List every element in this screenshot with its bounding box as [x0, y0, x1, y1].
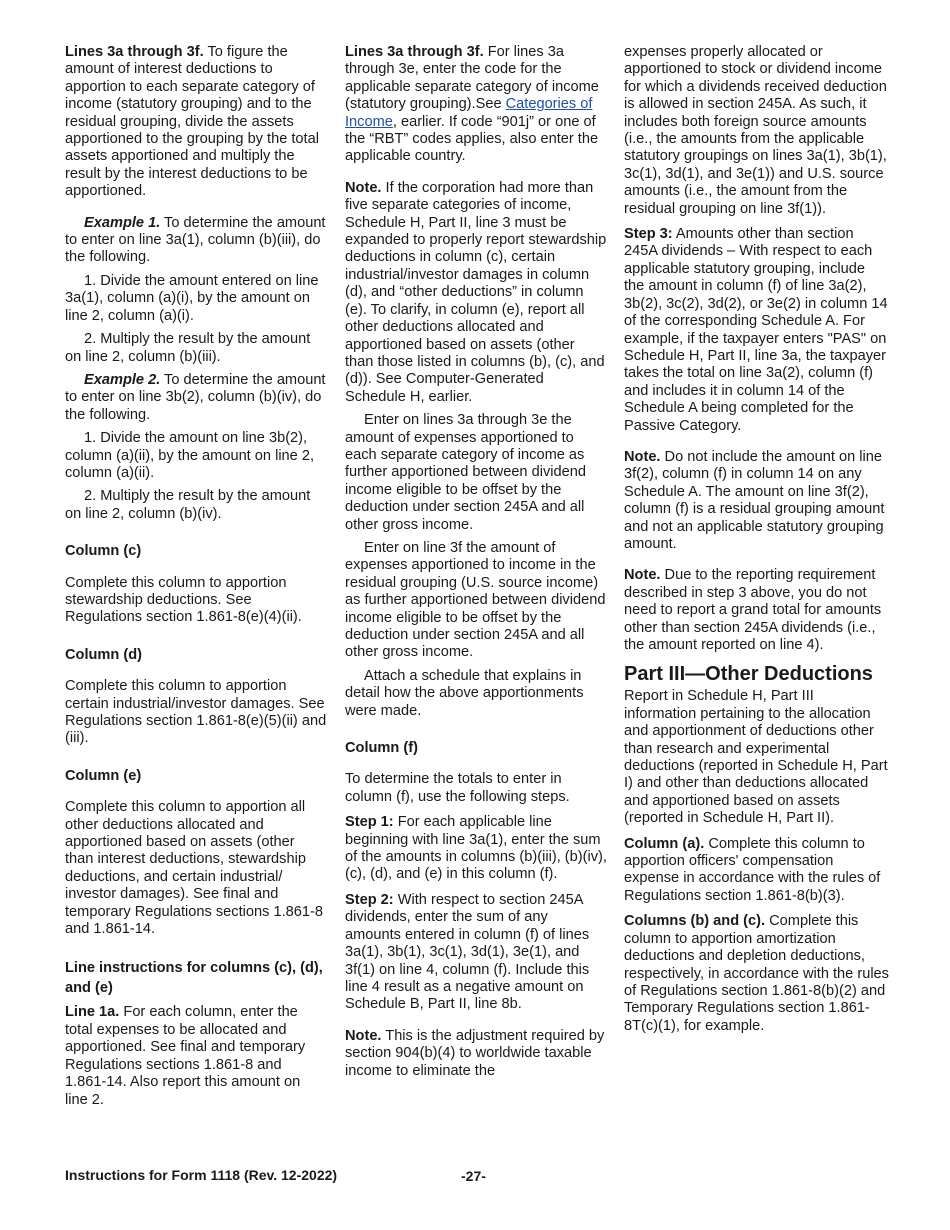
example-step: 2. Multiply the result by the amount on line 2, column (b)(iii).: [65, 331, 311, 365]
categories-of-income-link[interactable]: Categories of Income: [345, 96, 593, 130]
column-right: [624, 44, 889, 1049]
paragraph: Lines 3a through 3f. For lines 3a through 3e, enter the code for the applicable separate category of income (statutory grouping).See Categories of Income, earlier. If code “901j” or one of the “RBT” codes applies, also enter the applicable country.: [345, 44, 599, 165]
paragraph: To determine the totals to enter in column (f), use the following steps.: [345, 771, 570, 805]
section-heading-column-f: Column (f): [345, 740, 418, 757]
step-2: Step 2: With respect to section 245A dividends, enter the sum of any amounts entered in column (f) of lines 3a(1), 3b(1), 3c(1), 3d(1), 3e(1), and 3f(1) on line 4, column (f). Include this line 4 result as a negative amount on Schedule B, Part II, line 8b.: [345, 891, 590, 1013]
section-heading-column-e: Column (e): [65, 767, 142, 784]
paragraph: Columns (b) and (c). Complete this column to apportion amortization deductions and depletion deductions, respectively, in accordance with the rules of Regulations section 1.861-8(b)(2) and Temporary Regulations section 1.861-8T(c)(1), for example.: [624, 913, 889, 1034]
paragraph: expenses properly allocated or apportioned to stock or dividend income for which a dividends received deduction is allowed in section 245A. As such, it includes both foreign source amounts (i.e., the amounts from the applicable statutory groupings on lines 3a(1), 3b(1), 3c(1), 3d(1), and 3e(1)) and U.S. source amounts (i.e., the amount from the residual grouping on line 3f(1)).: [624, 44, 887, 217]
column-middle: [345, 44, 607, 1094]
example-1: Example 1. To determine the amount to enter on line 3a(1), column (b)(iii), do the following.: [65, 214, 326, 266]
section-heading-column-c: Column (c): [65, 543, 142, 560]
paragraph: Complete this column to apportion certain industrial/investor damages. See Regulations section 1.861-8(e)(5)(ii) and (iii).: [65, 678, 327, 747]
note-heading: Note.: [345, 179, 382, 196]
step-heading: Step 3:: [624, 226, 673, 243]
step-3: Step 3: Amounts other than section 245A dividends – With respect to each applicable statutory grouping, include the amount in column (f) of line 3a(2), 3b(2), 3c(2), 3d(2), or 3e(2) in column 14 of the corresponding Schedule A. For example, if the taxpayer enters "PAS" on Schedule H, Part II, line 3a, the taxpayer takes the total on line 3a(2), column (f) and includes it in column 14 of the Schedule A being completed for the Passive Category.: [624, 226, 888, 434]
page-number: -27-: [461, 1168, 486, 1184]
paragraph: Complete this column to apportion stewardship deductions. See Regulations section 1.861-8(e)(4)(ii).: [65, 574, 302, 626]
example-heading: Example 1.: [84, 214, 161, 231]
example-2: Example 2. To determine the amount to enter on line 3b(2), column (b)(iv), do the following.: [65, 371, 326, 423]
section-heading-line-instructions: Line instructions for columns (c), (d), and (e): [65, 960, 323, 997]
paragraph: Column (a). Complete this column to apportion officers' compensation expense in accordance with the rules of Regulations section 1.861-8(b)(3).: [624, 835, 881, 904]
note: Note. This is the adjustment required by section 904(b)(4) to worldwide taxable income to eliminate the: [345, 1027, 605, 1079]
paragraph: Enter on line 3f the amount of expenses apportioned to income in the residual grouping (U.S. source income) as further apportioned between dividend income eligible to be offset by the deduction under section 245A and all other gross income.: [345, 539, 606, 661]
step-1: Step 1: For each applicable line beginning with line 3a(1), enter the sum of the amounts in columns (b)(iii), (b)(iv), (c), (d), and (e) in this column (f).: [345, 814, 607, 883]
page-footer: [65, 1167, 885, 1183]
run-in-heading: Columns (b) and (c).: [624, 913, 766, 930]
paragraph: Lines 3a through 3f. To figure the amount of interest deductions to apportion to each separate category of income (statutory grouping) and to the residual grouping, divide the assets apportioned to the grouping by the total assets apportioned and multiply the result by the interest deductions to be apportioned.: [65, 44, 319, 200]
paragraph: Attach a schedule that explains in detail how the above apportionments were made.: [345, 667, 584, 719]
run-in-heading: Lines 3a through 3f.: [65, 44, 204, 60]
example-step: 1. Divide the amount on line 3b(2), column (a)(ii), by the amount on line 2, column (a)(ii).: [65, 430, 315, 481]
paragraph: Report in Schedule H, Part III information pertaining to the allocation and apportionment of deductions other than research and experimental deductions (reported in Schedule H, Part I) and other than deductions allocated and apportioned based on assets (reported in Schedule H, Part II).: [624, 688, 888, 827]
part-iii-heading: Part III—Other Deductions: [624, 663, 873, 686]
paragraph: Complete this column to apportion all other deductions allocated and apportioned based on assets (other than interest deductions, stewardship deductions, and certain industrial/ investor damages). See final and temporary Regulations sections 1.861-8 and 1.861-14.: [65, 799, 323, 938]
paragraph: Enter on lines 3a through 3e the amount of expenses apportioned to each separate category of income as further apportioned between dividend income eligible to be offset by the deduction under section 245A and all other gross income.: [345, 412, 586, 533]
example-heading: Example 2.: [84, 371, 161, 388]
run-in-heading: Column (a).: [624, 835, 705, 852]
note: Note. Due to the reporting requirement described in step 3 above, you do not need to report a grand total for amounts other than section 245A dividends (i.e., the amount reported on line 4).: [624, 567, 882, 653]
section-heading-column-d: Column (d): [65, 646, 143, 663]
example-step: 1. Divide the amount entered on line 3a(1), column (a)(i), by the amount on line 2, column (a)(i).: [65, 272, 319, 324]
note-heading: Note.: [624, 448, 661, 465]
note: Note. If the corporation had more than five separate categories of income, Schedule H, Part II, line 3 must be expanded to properly report stewardship deductions in column (c), certain industrial/investor damages in column (d), and “other deductions” in column (e). To clarify, in column (e), report all other deductions allocated and apportioned based on assets (other than those listed in columns (b), (c), and (d)). See Computer-Generated Schedule H, earlier.: [345, 179, 607, 405]
example-step: 2. Multiply the result by the amount on line 2, column (b)(iv).: [65, 488, 311, 522]
step-heading: Step 2:: [345, 891, 394, 908]
run-in-heading: Line 1a.: [65, 1004, 120, 1021]
form-title: Instructions for Form 1118 (Rev. 12-2022): [65, 1167, 338, 1183]
paragraph: Line 1a. For each column, enter the total expenses to be allocated and apportioned. See final and temporary Regulations sections 1.861-8 and 1.861-14. Also report this amount on line 2.: [65, 1004, 306, 1108]
note-heading: Note.: [345, 1027, 382, 1044]
column-left: [65, 44, 327, 1123]
note: Note. Do not include the amount on line 3f(2), column (f) in column 14 on any Schedule A. The amount on line 3f(2), column (f) is a residual grouping amount and not an applicable statutory grouping amount.: [624, 448, 885, 552]
step-heading: Step 1:: [345, 814, 394, 831]
run-in-heading: Lines 3a through 3f.: [345, 44, 484, 60]
note-heading: Note.: [624, 567, 661, 584]
